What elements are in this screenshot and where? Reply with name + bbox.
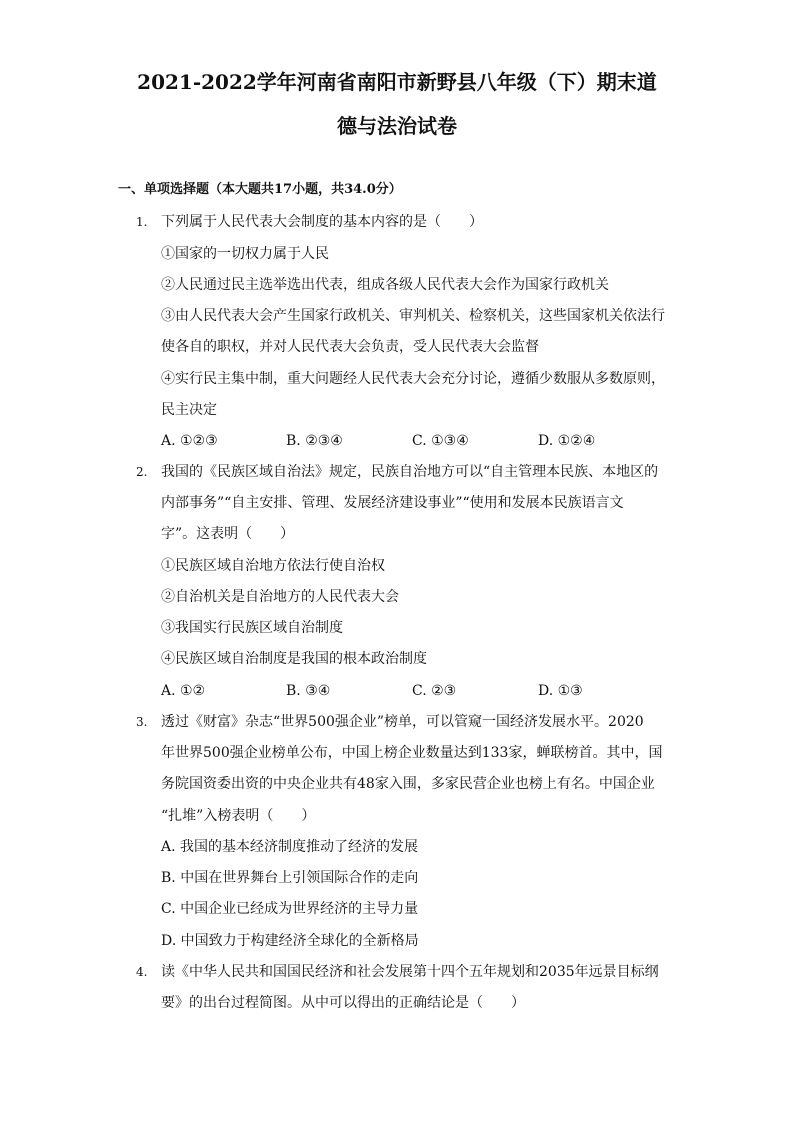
question-stem-continued: 年世界500强企业榜单公布，中国上榜企业数量达到133家，蝉联榜首。其中，国 bbox=[161, 745, 663, 761]
question-stem: 读《中华人民共和国国民经济和社会发展第十四个五年规划和2035年远景目标纲 bbox=[161, 964, 659, 980]
option-d[interactable]: D. ①③ bbox=[538, 683, 583, 699]
option-b[interactable]: B. ③④ bbox=[286, 683, 331, 699]
option-b[interactable]: B. 中国在世界舞台上引领国际合作的走向 bbox=[161, 870, 419, 886]
option-b[interactable]: B. ②③④ bbox=[286, 433, 343, 449]
statement-item: ④实行民主集中制，重大问题经人民代表大会充分讨论，遵循少数服从多数原则， bbox=[161, 371, 665, 387]
question-stem-continued: 字”。这表明（ ） bbox=[161, 526, 295, 542]
statement-item: ③我国实行民族区域自治制度 bbox=[161, 620, 343, 636]
question-number: 3. bbox=[136, 715, 148, 729]
statement-item: ②人民通过民主选举选出代表，组成各级人民代表大会作为国家行政机关 bbox=[161, 277, 609, 293]
statement-item: ③由人民代表大会产生国家行政机关、审判机关、检察机关，这些国家机关依法行 bbox=[161, 308, 665, 324]
question-stem-continued: 内部事务”“自主安排、管理、发展经济建设事业”“使用和发展本民族语言文 bbox=[161, 495, 624, 511]
page-title-line-2: 德与法治试卷 bbox=[337, 114, 457, 138]
statement-item: ①国家的一切权力属于人民 bbox=[161, 246, 329, 262]
option-a[interactable]: A. ①②③ bbox=[161, 433, 218, 449]
option-a[interactable]: A. 我国的基本经济制度推动了经济的发展 bbox=[161, 839, 419, 855]
statement-item-continued: 民主决定 bbox=[161, 402, 217, 418]
question-stem: 透过《财富》杂志“世界500强企业”榜单，可以管窥一国经济发展水平。2020 bbox=[161, 714, 644, 730]
option-a[interactable]: A. ①② bbox=[161, 683, 206, 699]
option-d[interactable]: D. ①②④ bbox=[538, 433, 596, 449]
option-c[interactable]: C. 中国企业已经成为世界经济的主导力量 bbox=[161, 901, 419, 917]
question-stem-continued: “扎堆”入榜表明（ ） bbox=[161, 808, 316, 824]
option-d[interactable]: D. 中国致力于构建经济全球化的全新格局 bbox=[161, 933, 419, 949]
question-stem-continued: 要》的出台过程简图。从中可以得出的正确结论是（ ） bbox=[161, 995, 525, 1011]
statement-item: ②自治机关是自治地方的人民代表大会 bbox=[161, 589, 399, 605]
page-title-line-1: 2021-2022学年河南省南阳市新野县八年级（下）期末道 bbox=[137, 70, 657, 94]
question-number: 2. bbox=[136, 465, 148, 479]
question-number: 4. bbox=[136, 965, 148, 979]
question-stem: 下列属于人民代表大会制度的基本内容的是（ ） bbox=[161, 214, 483, 230]
section-heading: 一、单项选择题（本大题共17小题，共34.0分） bbox=[118, 182, 402, 197]
option-c[interactable]: C. ②③ bbox=[412, 683, 457, 699]
statement-item-continued: 使各自的职权，并对人民代表大会负责，受人民代表大会监督 bbox=[161, 339, 539, 355]
statement-item: ④民族区域自治制度是我国的根本政治制度 bbox=[161, 651, 427, 667]
statement-item: ①民族区域自治地方依法行使自治权 bbox=[161, 558, 385, 574]
question-number: 1. bbox=[136, 215, 148, 229]
question-stem: 我国的《民族区域自治法》规定，民族自治地方可以“自主管理本民族、本地区的 bbox=[161, 464, 659, 480]
option-c[interactable]: C. ①③④ bbox=[412, 433, 469, 449]
question-stem-continued: 务院国资委出资的中央企业共有48家入围，多家民营企业也榜上有名。中国企业 bbox=[161, 776, 655, 792]
